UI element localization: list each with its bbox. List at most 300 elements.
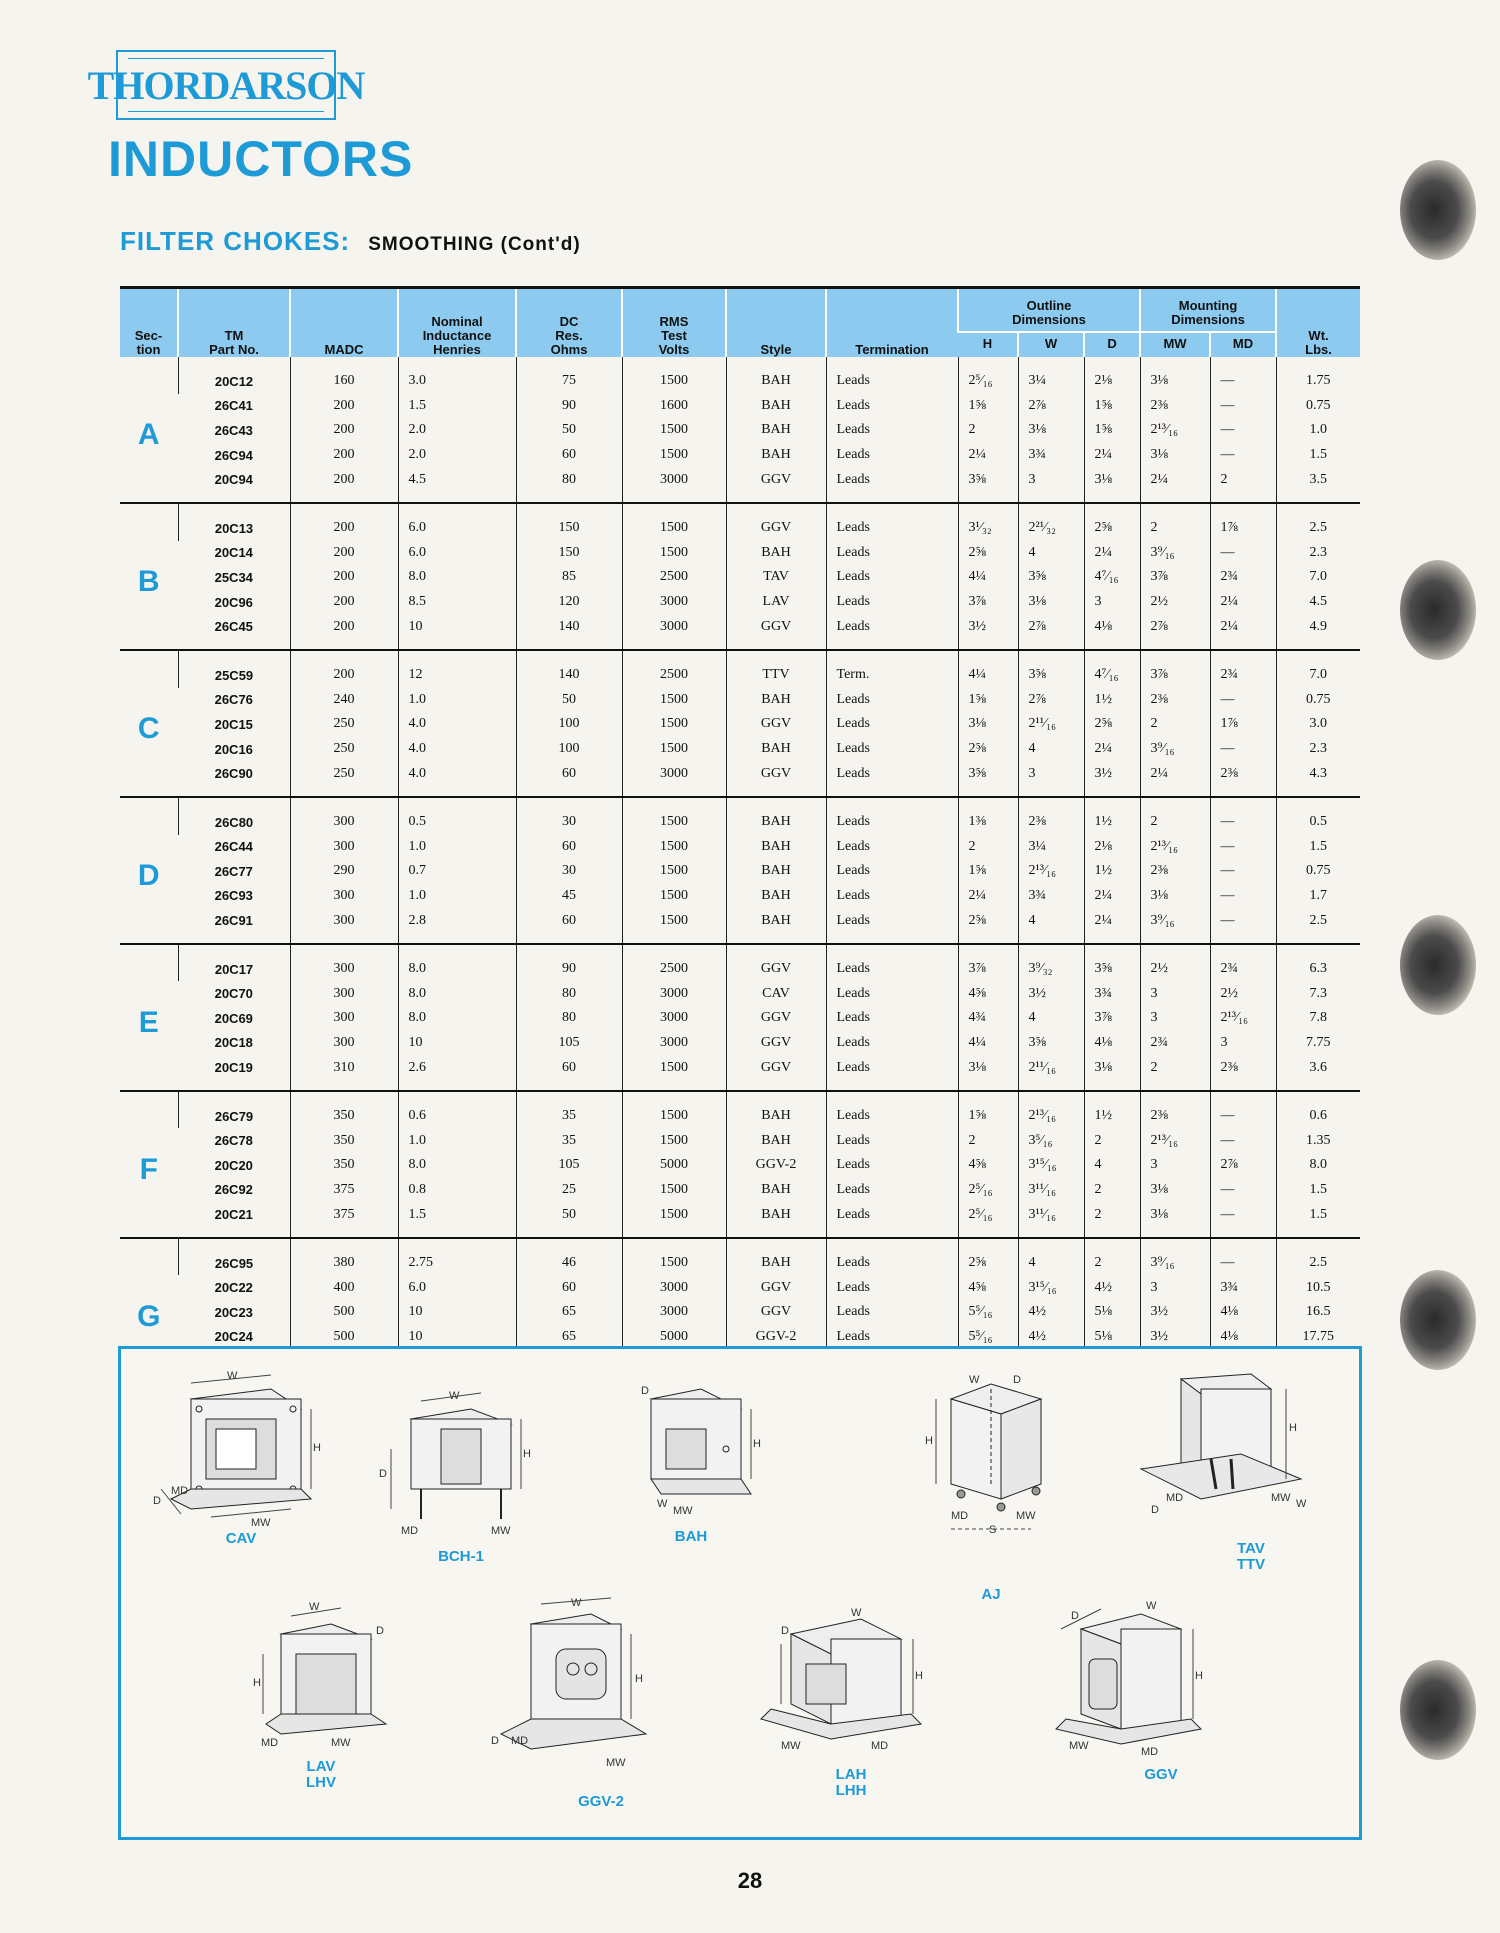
table-row bbox=[120, 503, 1360, 541]
table-row bbox=[120, 1202, 1360, 1238]
cell-madc: 200 bbox=[290, 541, 398, 566]
cell-mounting-mw: 2¼ bbox=[1140, 467, 1210, 503]
cell-mounting-md: 2⅞ bbox=[1210, 1153, 1276, 1178]
cell-outline-h: 4⅝ bbox=[958, 981, 1018, 1006]
cell-termination: Leads bbox=[826, 1031, 958, 1056]
dim-mw: MW bbox=[606, 1757, 626, 1769]
cell-mounting-md: 2¾ bbox=[1210, 650, 1276, 688]
cell-termination: Leads bbox=[826, 1238, 958, 1276]
cell-outline-h: 2¼ bbox=[958, 884, 1018, 909]
table-row bbox=[120, 418, 1360, 443]
cell-rms-test-volts: 1600 bbox=[622, 394, 726, 419]
cell-mounting-md: 1⅞ bbox=[1210, 712, 1276, 737]
cell-madc: 200 bbox=[290, 614, 398, 650]
cell-mounting-md: — bbox=[1210, 835, 1276, 860]
cell-mounting-mw: 3 bbox=[1140, 1275, 1210, 1300]
cell-rms-test-volts: 1500 bbox=[622, 1238, 726, 1276]
col-md: MD bbox=[1210, 332, 1276, 357]
diagram-aj bbox=[921, 1369, 1071, 1549]
cell-termination: Leads bbox=[826, 590, 958, 615]
cell-inductance: 4.0 bbox=[398, 737, 516, 762]
cell-weight: 3.6 bbox=[1276, 1055, 1360, 1091]
col-style: Style bbox=[726, 288, 826, 358]
cell-outline-w: 4 bbox=[1018, 1006, 1084, 1031]
cell-inductance: 10 bbox=[398, 1325, 516, 1350]
brand-logo: THORDARSON bbox=[116, 50, 336, 120]
table-row bbox=[120, 650, 1360, 688]
cell-mounting-md: — bbox=[1210, 1202, 1276, 1238]
cell-rms-test-volts: 1500 bbox=[622, 884, 726, 909]
cell-madc: 375 bbox=[290, 1202, 398, 1238]
cell-rms-test-volts: 3000 bbox=[622, 1300, 726, 1325]
cell-madc: 250 bbox=[290, 761, 398, 797]
dim-w: W bbox=[1296, 1498, 1307, 1510]
cell-style: BAH bbox=[726, 418, 826, 443]
cell-style: BAH bbox=[726, 1238, 826, 1276]
cell-mounting-mw: 3⁹⁄₁₆ bbox=[1140, 1238, 1210, 1276]
cell-weight: 2.5 bbox=[1276, 908, 1360, 944]
cell-mounting-md: — bbox=[1210, 443, 1276, 468]
table-row bbox=[120, 1178, 1360, 1203]
dim-w: W bbox=[969, 1374, 980, 1386]
cell-inductance: 0.5 bbox=[398, 797, 516, 835]
cell-style: BAH bbox=[726, 1128, 826, 1153]
cell-rms-test-volts: 1500 bbox=[622, 797, 726, 835]
cell-outline-h: 1⅜ bbox=[958, 797, 1018, 835]
cell-weight: 2.3 bbox=[1276, 541, 1360, 566]
cell-dc-resistance: 50 bbox=[516, 688, 622, 713]
cell-dc-resistance: 50 bbox=[516, 418, 622, 443]
cell-dc-resistance: 30 bbox=[516, 859, 622, 884]
cell-madc: 380 bbox=[290, 1238, 398, 1276]
cell-mounting-mw: 3⅞ bbox=[1140, 565, 1210, 590]
cell-rms-test-volts: 3000 bbox=[622, 761, 726, 797]
cell-part-number: 26C43 bbox=[214, 422, 253, 438]
cell-outline-h: 3⅞ bbox=[958, 944, 1018, 982]
cell-outline-d: 3⅝ bbox=[1084, 944, 1140, 982]
cell-mounting-md: — bbox=[1210, 688, 1276, 713]
cell-inductance: 0.6 bbox=[398, 1091, 516, 1129]
table-row bbox=[120, 712, 1360, 737]
cell-inductance: 4.5 bbox=[398, 467, 516, 503]
cell-part-number: 26C44 bbox=[214, 839, 253, 855]
cell-part-number: 26C91 bbox=[178, 908, 290, 944]
cell-inductance: 2.8 bbox=[398, 908, 516, 944]
diagram-ggv-2 bbox=[471, 1594, 671, 1774]
cell-rms-test-volts: 1500 bbox=[622, 688, 726, 713]
cell-part-number: 20C22 bbox=[214, 1280, 253, 1296]
cell-style: BAH bbox=[726, 1202, 826, 1238]
cell-outline-h: 2⁵⁄₁₆ bbox=[958, 357, 1018, 394]
cell-inductance: 8.0 bbox=[398, 565, 516, 590]
cell-termination: Leads bbox=[826, 1055, 958, 1091]
cell-outline-d: 2¼ bbox=[1084, 737, 1140, 762]
col-outline: Outline Dimensions bbox=[958, 288, 1140, 333]
cell-style: BAH bbox=[726, 443, 826, 468]
cell-outline-h: 2 bbox=[958, 835, 1018, 860]
cell-rms-test-volts: 1500 bbox=[622, 835, 726, 860]
diagram-bch-1 bbox=[371, 1389, 541, 1539]
cell-weight: 4.9 bbox=[1276, 614, 1360, 650]
label-bch-1: BCH-1 bbox=[438, 1548, 484, 1565]
cell-madc: 200 bbox=[290, 590, 398, 615]
cell-inductance: 6.0 bbox=[398, 541, 516, 566]
cell-dc-resistance: 120 bbox=[516, 590, 622, 615]
table-row bbox=[120, 981, 1360, 1006]
dim-d: D bbox=[491, 1735, 499, 1747]
cell-style: BAH bbox=[726, 884, 826, 909]
cell-termination: Leads bbox=[826, 1091, 958, 1129]
cell-inductance: 10 bbox=[398, 614, 516, 650]
cell-mounting-md: — bbox=[1210, 541, 1276, 566]
cell-part-number: 26C79 bbox=[178, 1091, 290, 1129]
cell-dc-resistance: 50 bbox=[516, 1202, 622, 1238]
cell-outline-w: 3⅛ bbox=[1018, 418, 1084, 443]
cell-mounting-mw: 2⅜ bbox=[1140, 859, 1210, 884]
cell-mounting-md: 4⅛ bbox=[1210, 1300, 1276, 1325]
cell-inductance: 8.0 bbox=[398, 944, 516, 982]
cell-style: BAH bbox=[726, 357, 826, 394]
cell-mounting-mw: 3⅞ bbox=[1140, 650, 1210, 688]
cell-weight: 2.5 bbox=[1276, 503, 1360, 541]
cell-part-number: 26C77 bbox=[214, 863, 253, 879]
cell-termination: Leads bbox=[826, 394, 958, 419]
cell-madc: 300 bbox=[290, 944, 398, 982]
cell-part-number: 26C93 bbox=[214, 888, 253, 904]
label-tav-ttv: TAV TTV bbox=[1236, 1540, 1266, 1573]
cell-part-number: 20C70 bbox=[214, 986, 253, 1002]
section-label: D bbox=[120, 797, 178, 944]
cell-termination: Leads bbox=[826, 467, 958, 503]
cell-mounting-md: 2¾ bbox=[1210, 565, 1276, 590]
section-label: C bbox=[120, 650, 178, 797]
cell-dc-resistance: 140 bbox=[516, 614, 622, 650]
cell-style: GGV-2 bbox=[726, 1153, 826, 1178]
cell-outline-h: 2⅝ bbox=[958, 541, 1018, 566]
cell-outline-w: 4 bbox=[1018, 541, 1084, 566]
cell-weight: 0.5 bbox=[1276, 797, 1360, 835]
label-ggv: GGV bbox=[1144, 1766, 1178, 1783]
cell-outline-w: 3⁵⁄₁₆ bbox=[1018, 1128, 1084, 1153]
filter-chokes-table bbox=[120, 286, 1360, 1386]
cell-dc-resistance: 30 bbox=[516, 797, 622, 835]
binder-hole bbox=[1400, 1660, 1476, 1760]
dim-h: H bbox=[915, 1670, 923, 1682]
cell-outline-w: 3⅝ bbox=[1018, 650, 1084, 688]
cell-outline-w: 3¹⁵⁄₁₆ bbox=[1018, 1153, 1084, 1178]
cell-inductance: 12 bbox=[398, 650, 516, 688]
cell-part-number: 26C95 bbox=[178, 1238, 290, 1276]
cell-part-number: 25C59 bbox=[178, 650, 290, 688]
cell-mounting-mw: 2½ bbox=[1140, 590, 1210, 615]
cell-style: GGV bbox=[726, 467, 826, 503]
diagram-ggv bbox=[1041, 1589, 1221, 1759]
cell-outline-w: 2⅞ bbox=[1018, 394, 1084, 419]
cell-mounting-mw: 3⁹⁄₁₆ bbox=[1140, 541, 1210, 566]
cell-outline-h: 2⁵⁄₁₆ bbox=[958, 1178, 1018, 1203]
cell-outline-d: 2⅛ bbox=[1084, 357, 1140, 394]
cell-madc: 290 bbox=[290, 859, 398, 884]
col-termination: Termination bbox=[826, 288, 958, 358]
cell-outline-h: 3⅛ bbox=[958, 712, 1018, 737]
section-label: A bbox=[120, 357, 178, 503]
cell-mounting-md: — bbox=[1210, 418, 1276, 443]
cell-style: BAH bbox=[726, 797, 826, 835]
dim-d: D bbox=[379, 1468, 387, 1480]
cell-dc-resistance: 90 bbox=[516, 394, 622, 419]
dim-h: H bbox=[925, 1435, 933, 1447]
col-mw: MW bbox=[1140, 332, 1210, 357]
cell-dc-resistance: 25 bbox=[516, 1178, 622, 1203]
cell-rms-test-volts: 1500 bbox=[622, 737, 726, 762]
cell-outline-w: 3⅝ bbox=[1018, 565, 1084, 590]
dim-mw: MW bbox=[1271, 1492, 1291, 1504]
cell-style: BAH bbox=[726, 908, 826, 944]
table-row bbox=[120, 688, 1360, 713]
dim-mw: MW bbox=[673, 1505, 693, 1517]
cell-madc: 200 bbox=[290, 418, 398, 443]
col-madc: MADC bbox=[290, 288, 398, 358]
cell-dc-resistance: 60 bbox=[516, 835, 622, 860]
dim-h: H bbox=[1195, 1670, 1203, 1682]
cell-dc-resistance: 150 bbox=[516, 503, 622, 541]
cell-outline-d: 2¼ bbox=[1084, 908, 1140, 944]
table-row bbox=[120, 1031, 1360, 1056]
table-row bbox=[120, 443, 1360, 468]
table-row bbox=[120, 1091, 1360, 1129]
cell-outline-d: 4⅛ bbox=[1084, 1031, 1140, 1056]
cell-style: GGV bbox=[726, 1031, 826, 1056]
cell-dc-resistance: 60 bbox=[516, 908, 622, 944]
cell-mounting-md: 2⅜ bbox=[1210, 761, 1276, 797]
cell-mounting-mw: 2½ bbox=[1140, 944, 1210, 982]
cell-weight: 7.75 bbox=[1276, 1031, 1360, 1056]
cell-mounting-md: 4⅛ bbox=[1210, 1325, 1276, 1350]
table-header bbox=[120, 288, 1360, 358]
dim-md: MD bbox=[261, 1737, 279, 1749]
cell-dc-resistance: 60 bbox=[516, 761, 622, 797]
cell-part-number: 20C69 bbox=[214, 1010, 253, 1026]
cell-rms-test-volts: 3000 bbox=[622, 981, 726, 1006]
dim-mw: MW bbox=[1069, 1740, 1089, 1752]
dim-h: H bbox=[253, 1677, 261, 1689]
cell-outline-d: 1⅝ bbox=[1084, 394, 1140, 419]
cell-outline-h: 1⅝ bbox=[958, 394, 1018, 419]
cell-outline-w: 3 bbox=[1018, 761, 1084, 797]
cell-outline-d: 2⅛ bbox=[1084, 835, 1140, 860]
cell-dc-resistance: 65 bbox=[516, 1300, 622, 1325]
cell-outline-h: 4¼ bbox=[958, 1031, 1018, 1056]
table-row bbox=[120, 761, 1360, 797]
cell-part-number: 20C12 bbox=[178, 357, 290, 394]
cell-madc: 500 bbox=[290, 1300, 398, 1325]
cell-mounting-md: — bbox=[1210, 884, 1276, 909]
cell-rms-test-volts: 2500 bbox=[622, 650, 726, 688]
cell-outline-h: 3½ bbox=[958, 614, 1018, 650]
cell-mounting-md: — bbox=[1210, 357, 1276, 394]
cell-weight: 1.5 bbox=[1276, 1178, 1360, 1203]
cell-outline-d: 5⅛ bbox=[1084, 1300, 1140, 1325]
cell-outline-w: 3¾ bbox=[1018, 884, 1084, 909]
cell-madc: 200 bbox=[290, 443, 398, 468]
cell-part-number: 26C80 bbox=[178, 797, 290, 835]
dim-d: D bbox=[153, 1495, 161, 1507]
cell-mounting-md: 2⅜ bbox=[1210, 1055, 1276, 1091]
cell-weight: 4.5 bbox=[1276, 590, 1360, 615]
diagram-lav-lhv bbox=[251, 1594, 401, 1754]
cell-madc: 200 bbox=[290, 565, 398, 590]
cell-outline-h: 3⅛ bbox=[958, 1055, 1018, 1091]
cell-outline-d: 3½ bbox=[1084, 761, 1140, 797]
cell-weight: 7.0 bbox=[1276, 650, 1360, 688]
cell-outline-d: 2⅝ bbox=[1084, 503, 1140, 541]
cell-inductance: 1.0 bbox=[398, 835, 516, 860]
cell-outline-w: 3½ bbox=[1018, 981, 1084, 1006]
cell-madc: 300 bbox=[290, 981, 398, 1006]
cell-style: GGV bbox=[726, 614, 826, 650]
cell-outline-h: 1⅝ bbox=[958, 859, 1018, 884]
cell-outline-h: 3¹⁄₃₂ bbox=[958, 503, 1018, 541]
cell-dc-resistance: 60 bbox=[516, 443, 622, 468]
cell-outline-d: 2¼ bbox=[1084, 443, 1140, 468]
cell-dc-resistance: 46 bbox=[516, 1238, 622, 1276]
dim-mw: MW bbox=[251, 1517, 271, 1529]
cell-mounting-md: — bbox=[1210, 1238, 1276, 1276]
cell-outline-h: 4¾ bbox=[958, 1006, 1018, 1031]
cell-dc-resistance: 75 bbox=[516, 357, 622, 394]
cell-outline-w: 3¹¹⁄₁₆ bbox=[1018, 1178, 1084, 1203]
col-rms: RMS Test Volts bbox=[622, 288, 726, 358]
cell-mounting-md: — bbox=[1210, 1178, 1276, 1203]
cell-dc-resistance: 80 bbox=[516, 467, 622, 503]
cell-inductance: 1.0 bbox=[398, 1128, 516, 1153]
cell-rms-test-volts: 1500 bbox=[622, 1202, 726, 1238]
table-row bbox=[120, 357, 1360, 394]
cell-termination: Leads bbox=[826, 737, 958, 762]
cell-style: LAV bbox=[726, 590, 826, 615]
cell-dc-resistance: 100 bbox=[516, 737, 622, 762]
dim-d: D bbox=[376, 1625, 384, 1637]
cell-dc-resistance: 100 bbox=[516, 712, 622, 737]
col-d: D bbox=[1084, 332, 1140, 357]
dim-w: W bbox=[309, 1601, 320, 1613]
cell-termination: Leads bbox=[826, 503, 958, 541]
cell-outline-d: 4⁷⁄₁₆ bbox=[1084, 650, 1140, 688]
cell-outline-d: 4⁷⁄₁₆ bbox=[1084, 565, 1140, 590]
cell-dc-resistance: 140 bbox=[516, 650, 622, 688]
cell-inductance: 2.75 bbox=[398, 1238, 516, 1276]
cell-style: BAH bbox=[726, 1091, 826, 1129]
cell-termination: Leads bbox=[826, 443, 958, 468]
cell-outline-d: 3⅛ bbox=[1084, 467, 1140, 503]
cell-rms-test-volts: 1500 bbox=[622, 418, 726, 443]
cell-mounting-mw: 3⅛ bbox=[1140, 1178, 1210, 1203]
cell-outline-h: 2⅝ bbox=[958, 1238, 1018, 1276]
cell-outline-w: 2¹¹⁄₁₆ bbox=[1018, 712, 1084, 737]
cell-weight: 7.8 bbox=[1276, 1006, 1360, 1031]
cell-termination: Leads bbox=[826, 835, 958, 860]
label-aj: AJ bbox=[981, 1586, 1001, 1603]
cell-rms-test-volts: 3000 bbox=[622, 1031, 726, 1056]
binder-hole bbox=[1400, 1270, 1476, 1370]
cell-mounting-mw: 2¹³⁄₁₆ bbox=[1140, 418, 1210, 443]
cell-outline-h: 3⅝ bbox=[958, 761, 1018, 797]
cell-mounting-mw: 2⅜ bbox=[1140, 688, 1210, 713]
cell-termination: Leads bbox=[826, 418, 958, 443]
cell-mounting-mw: 2¹³⁄₁₆ bbox=[1140, 1128, 1210, 1153]
cell-mounting-mw: 2⅜ bbox=[1140, 1091, 1210, 1129]
cell-part-number: 20C21 bbox=[178, 1202, 290, 1238]
cell-weight: 3.5 bbox=[1276, 467, 1360, 503]
table-row bbox=[120, 1128, 1360, 1153]
cell-mounting-mw: 2⅜ bbox=[1140, 394, 1210, 419]
cell-outline-h: 5⁵⁄₁₆ bbox=[958, 1325, 1018, 1350]
cell-style: BAH bbox=[726, 541, 826, 566]
cell-dc-resistance: 85 bbox=[516, 565, 622, 590]
cell-mounting-md: 2½ bbox=[1210, 981, 1276, 1006]
binder-hole bbox=[1400, 160, 1476, 260]
cell-rms-test-volts: 1500 bbox=[622, 712, 726, 737]
cell-madc: 200 bbox=[290, 467, 398, 503]
cell-madc: 200 bbox=[290, 650, 398, 688]
cell-outline-d: 2 bbox=[1084, 1178, 1140, 1203]
cell-rms-test-volts: 1500 bbox=[622, 1055, 726, 1091]
cell-mounting-md: 1⅞ bbox=[1210, 503, 1276, 541]
dim-s: S bbox=[989, 1524, 997, 1536]
cell-outline-w: 2¹¹⁄₁₆ bbox=[1018, 1055, 1084, 1091]
cell-outline-d: 2 bbox=[1084, 1128, 1140, 1153]
table-row bbox=[120, 737, 1360, 762]
cell-rms-test-volts: 1500 bbox=[622, 443, 726, 468]
cell-rms-test-volts: 3000 bbox=[622, 590, 726, 615]
cell-part-number: 20C94 bbox=[178, 467, 290, 503]
cell-termination: Term. bbox=[826, 650, 958, 688]
cell-mounting-mw: 2 bbox=[1140, 503, 1210, 541]
cell-inductance: 8.5 bbox=[398, 590, 516, 615]
cell-part-number: 26C41 bbox=[214, 398, 253, 414]
col-tm-part: TM Part No. bbox=[178, 288, 290, 358]
cell-weight: 0.75 bbox=[1276, 859, 1360, 884]
cell-inductance: 2.6 bbox=[398, 1055, 516, 1091]
cell-outline-w: 3¼ bbox=[1018, 357, 1084, 394]
cell-outline-d: 2 bbox=[1084, 1202, 1140, 1238]
cell-rms-test-volts: 1500 bbox=[622, 357, 726, 394]
cell-outline-h: 4⅝ bbox=[958, 1275, 1018, 1300]
cell-outline-d: 3⅛ bbox=[1084, 1055, 1140, 1091]
cell-inductance: 8.0 bbox=[398, 1006, 516, 1031]
cell-part-number: 20C19 bbox=[178, 1055, 290, 1091]
cell-dc-resistance: 150 bbox=[516, 541, 622, 566]
cell-outline-d: 4 bbox=[1084, 1153, 1140, 1178]
cell-weight: 4.3 bbox=[1276, 761, 1360, 797]
cell-madc: 160 bbox=[290, 357, 398, 394]
cell-style: GGV bbox=[726, 712, 826, 737]
cell-weight: 17.75 bbox=[1276, 1325, 1360, 1350]
subtitle bbox=[120, 226, 581, 257]
cell-inductance: 4.0 bbox=[398, 712, 516, 737]
cell-mounting-mw: 3⅛ bbox=[1140, 357, 1210, 394]
cell-dc-resistance: 90 bbox=[516, 944, 622, 982]
cell-style: GGV bbox=[726, 503, 826, 541]
dim-md: MD bbox=[1166, 1492, 1184, 1504]
cell-outline-w: 3⅛ bbox=[1018, 590, 1084, 615]
cell-part-number: 20C13 bbox=[178, 503, 290, 541]
cell-dc-resistance: 60 bbox=[516, 1055, 622, 1091]
cell-weight: 2.3 bbox=[1276, 737, 1360, 762]
cell-weight: 1.75 bbox=[1276, 357, 1360, 394]
cell-inductance: 1.5 bbox=[398, 394, 516, 419]
table-row bbox=[120, 1238, 1360, 1276]
